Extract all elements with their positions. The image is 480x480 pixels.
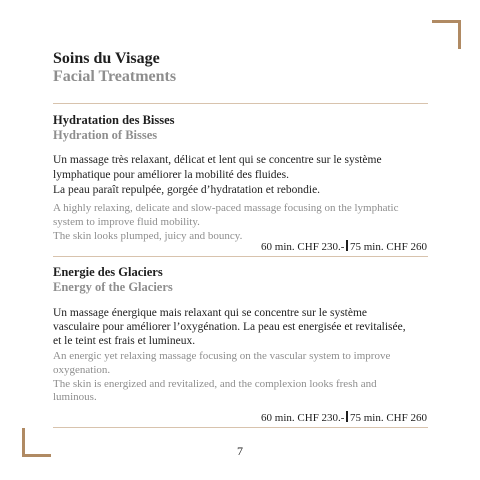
price-option: 60 min. CHF 230.-	[261, 412, 345, 424]
treatment-price	[261, 240, 427, 253]
treatment-subtitle: Energy of the Glaciers	[53, 280, 173, 294]
page-number: 7	[237, 444, 243, 458]
page-title: Soins du Visage	[53, 50, 160, 67]
treatment-subtitle: Hydration of Bisses	[53, 128, 158, 142]
treatment-description-en: luminous.	[53, 391, 97, 403]
treatment-title: Hydratation des Bisses	[53, 113, 175, 127]
treatment-description-en: A highly relaxing, delicate and slow-paced massage focusing on the lymphatic	[53, 202, 399, 214]
divider	[53, 256, 428, 257]
treatment-description-en: system to improve fluid mobility.	[53, 216, 200, 228]
treatment-description-en: An energic yet relaxing massage focusing on the vascular system to improve	[53, 350, 391, 362]
treatment-description-en: The skin looks plumped, juicy and bouncy.	[53, 230, 243, 242]
price-separator	[346, 411, 348, 422]
page-subtitle: Facial Treatments	[53, 68, 177, 85]
treatment-description-en: The skin is energized and revitalized, and the complexion looks fresh and	[53, 378, 377, 390]
corner-ornament-top-right	[432, 20, 461, 49]
price-option: 60 min. CHF 230.-	[261, 241, 345, 253]
treatment-description-fr: Un massage très relaxant, délicat et lent qui se concentre sur le système	[53, 154, 382, 166]
treatment-description-fr: Un massage énergique mais relaxant qui se concentre sur le système	[53, 307, 368, 319]
price-option: 75 min. CHF 260	[349, 412, 427, 424]
treatment-description-en: oxygenation.	[53, 364, 111, 376]
treatment-description-fr: La peau paraît repulpée, gorgée d’hydratation et rebondie.	[53, 184, 321, 196]
price-separator	[346, 240, 348, 251]
price-option: 75 min. CHF 260	[349, 241, 427, 253]
divider	[53, 427, 428, 428]
treatment-title: Energie des Glaciers	[53, 265, 163, 279]
treatment-description-fr: et le teint est frais et lumineux.	[53, 335, 196, 347]
divider	[53, 103, 428, 104]
treatment-price	[261, 411, 427, 424]
treatment-description-fr: lymphatique pour améliorer la mobilité des fluides.	[53, 169, 290, 181]
treatment-description-fr: vasculaire pour améliorer l’oxygénation. La peau est energisée et revitalisée,	[53, 321, 406, 333]
